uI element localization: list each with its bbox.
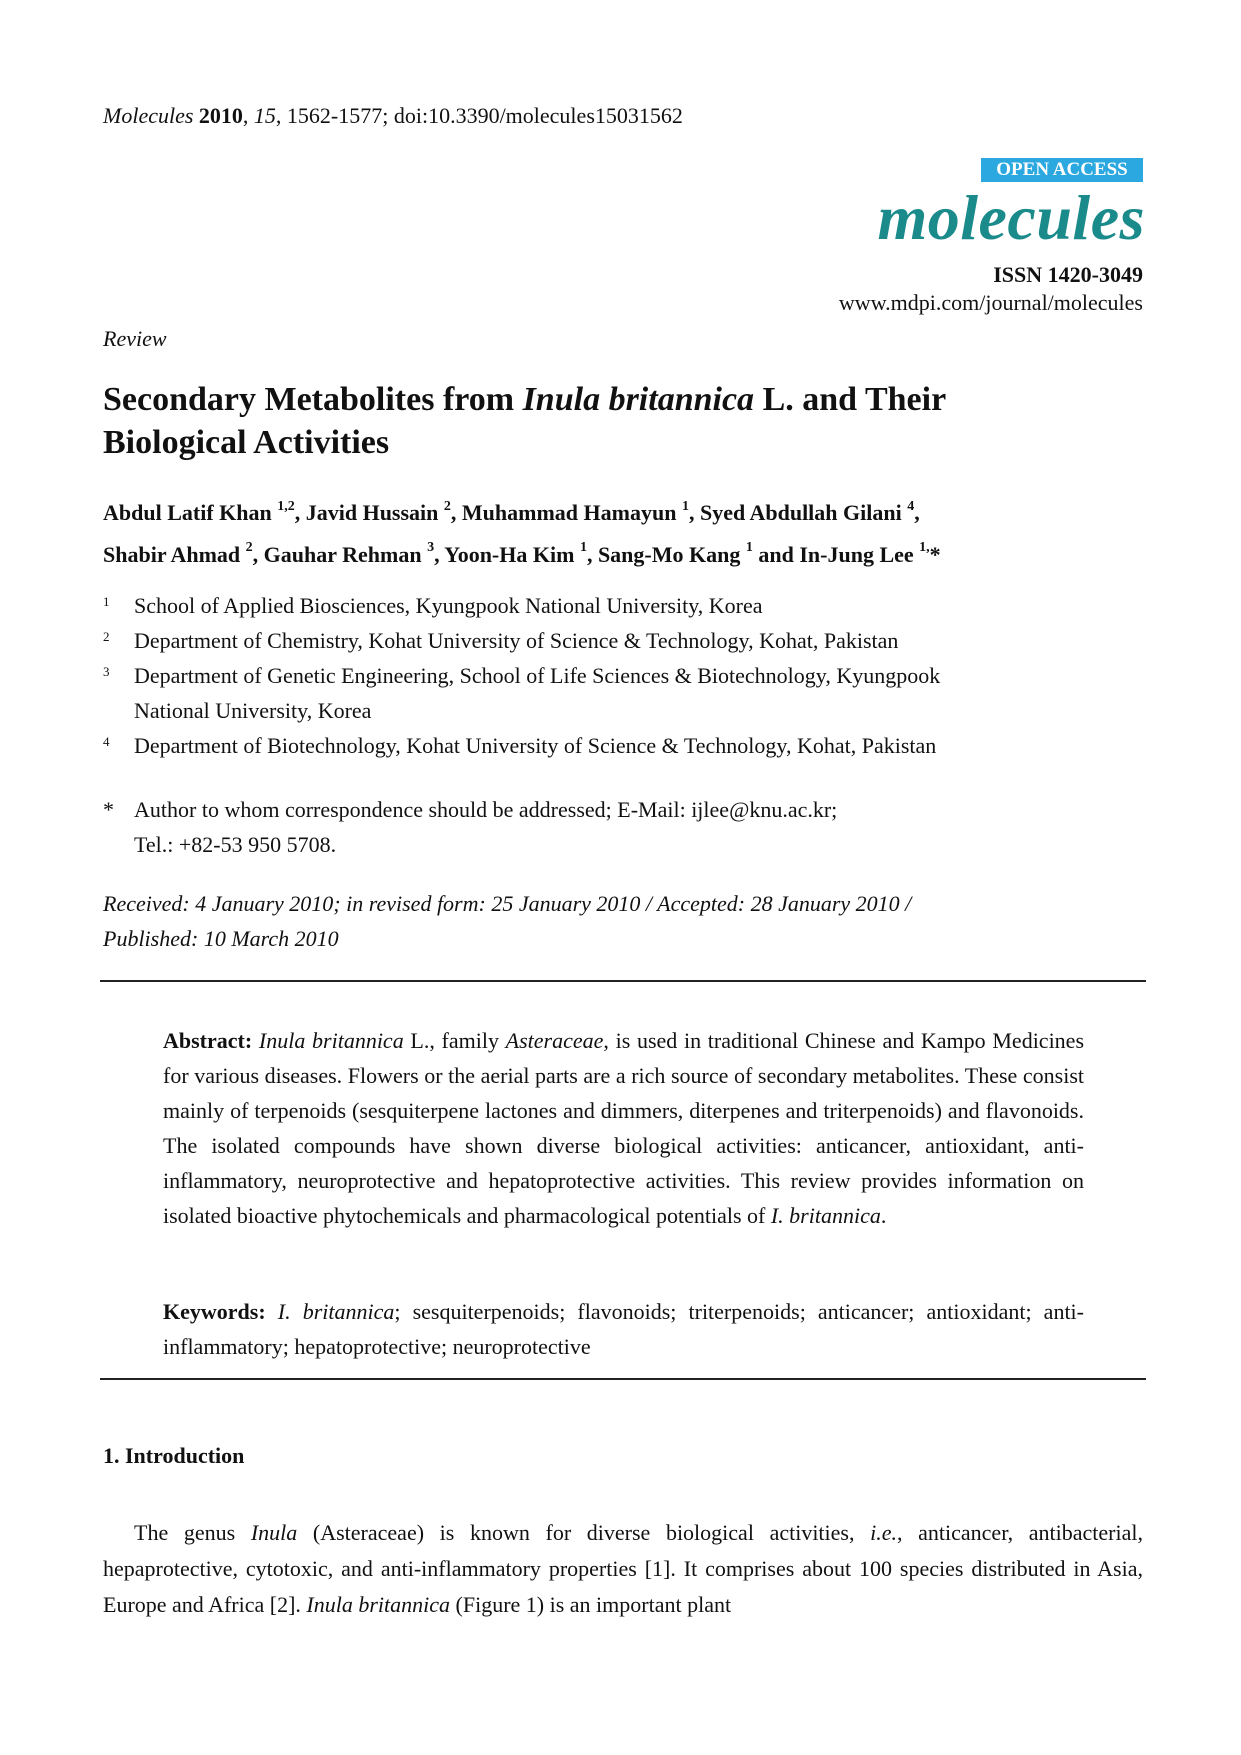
title-part2: L. and Their — [754, 381, 947, 418]
title-line2: Biological Activities — [103, 424, 390, 461]
publication-dates — [103, 886, 1103, 956]
divider — [100, 1378, 1146, 1380]
open-access-badge: OPEN ACCESS — [981, 158, 1143, 182]
affiliation-text: Department of Chemistry, Kohat University of Science & Technology, Kohat, Pakistan — [134, 628, 899, 653]
keywords-label: Keywords: — [163, 1299, 266, 1324]
affiliation-number: 3 — [103, 664, 110, 679]
author: In-Jung Lee $^{1,}$* — [799, 540, 941, 567]
affiliation-number: 4 — [103, 734, 110, 749]
citation-year: 2010 — [198, 103, 243, 128]
title-species: Inula britannica — [522, 381, 755, 418]
corresponding-mark: * — [929, 541, 941, 567]
author: Javid Hussain $^2$, — [305, 499, 462, 526]
abstract: Abstract: Inula britannica L., family Asteraceae, is used in traditional Chinese and Kampo Medicines for various diseases. Flowers or the aerial parts are a rich source of secondary metabolites. These consist mainly of terpenoids (sesquiterpene lactones and dimmers, diterpenes and triterpenoids) and flavonoids. The isolated compounds have shown diverse biological activities: anticancer, antioxidant, anti-inflammatory, neuroprotective and hepatoprotective activities. This review provides information on isolated bioactive phytochemicals and pharmacological potentials of I. britannica. — [163, 1028, 1085, 1228]
journal-url[interactable]: www.mdpi.com/journal/molecules — [838, 290, 1143, 315]
author: Gauhar Rehman $^3$, — [263, 540, 445, 567]
intro-paragraph: The genus Inula (Asteraceae) is known for diverse biological activities, i.e., anticancer, antibacterial, hepaprotective, cytotoxic, and anti-inflammatory properties [1]. It comprises about 100 species distributed in Asia, Europe and Africa [2]. Inula britannica (Figure 1) is an important plant — [103, 1520, 1143, 1617]
article-title — [103, 378, 1143, 464]
journal-logo: molecules — [877, 182, 1145, 253]
citation-pages-doi: , 1562-1577; doi:10.3390/molecules15031562 — [275, 103, 683, 128]
issn: ISSN 1420-3049 — [993, 262, 1143, 287]
correspondence-line2: Tel.: +82-53 950 5708. — [134, 832, 337, 857]
correspondence-line1: Author to whom correspondence should be addressed; E-Mail: ijlee@knu.ac.kr; — [134, 797, 838, 822]
author: Syed Abdullah Gilani $^4$, — [699, 499, 920, 526]
author-list — [103, 490, 1143, 573]
keywords: Keywords: I. britannica; sesquiterpenoids; flavonoids; triterpenoids; anticancer; antioxidant; anti-inflammatory; hepatoprotective; neuroprotective — [163, 1299, 1084, 1359]
dates-line1: Received: 4 January 2010; in revised form: 25 January 2010 / Accepted: 28 January 2010 / — [103, 891, 912, 916]
affiliation-text: Department of Genetic Engineering, School of Life Sciences & Biotechnology, Kyungpook — [134, 663, 941, 688]
affiliation-text: Department of Biotechnology, Kohat University of Science & Technology, Kohat, Pakistan — [134, 733, 937, 758]
citation-volume: 15 — [253, 103, 276, 128]
correspondence-mark: * — [103, 797, 114, 822]
citation-line: Molecules 2010, 15, 1562-1577; doi:10.3390/molecules15031562 — [103, 103, 683, 128]
author: Shabir Ahmad $^2$, — [103, 540, 264, 567]
author: Yoon-Ha Kim $^1$, — [444, 540, 598, 567]
section-heading: 1. Introduction — [103, 1443, 245, 1468]
divider — [100, 980, 1146, 982]
dates-line2: Published: 10 March 2010 — [103, 926, 339, 951]
affiliation-text: School of Applied Biosciences, Kyungpook National University, Korea — [134, 593, 763, 618]
author: Abdul Latif Khan $^{1,2}$, — [103, 499, 306, 526]
abstract-label: Abstract: — [163, 1028, 253, 1053]
affiliation-text: National University, Korea — [134, 698, 372, 723]
author: Muhammad Hamayun $^1$, — [461, 499, 700, 526]
affiliation-number: 1 — [103, 594, 110, 609]
article-type: Review — [103, 326, 167, 351]
title-part1: Secondary Metabolites from — [103, 381, 523, 418]
affiliation-number: 2 — [103, 629, 110, 644]
author: Sang-Mo Kang $^1$ and — [597, 540, 800, 567]
journal-name: Molecules — [103, 103, 194, 128]
